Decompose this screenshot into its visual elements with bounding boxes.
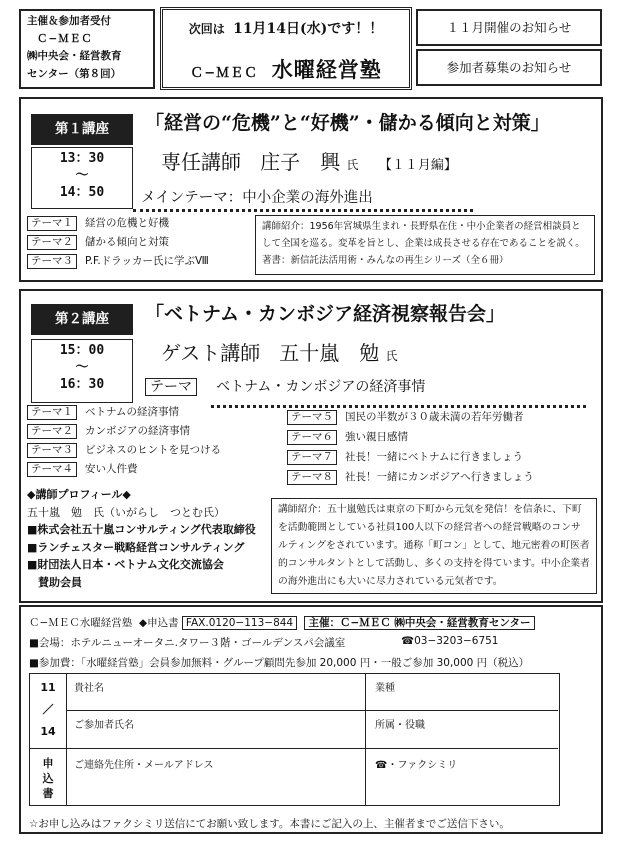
- fax-field[interactable]: [370, 771, 555, 801]
- participant-field[interactable]: [70, 729, 360, 745]
- theme-label: テーマ: [145, 378, 197, 396]
- profile-line: ■株式会社五十嵐コンサルティング代表取締役: [27, 523, 256, 536]
- theme-row: [287, 470, 534, 485]
- theme-tag: テーマ３: [27, 254, 77, 269]
- theme-row: [27, 216, 169, 231]
- title-small: Ｃ−ＭＥＣ: [190, 66, 259, 81]
- date-top: 11: [40, 681, 56, 694]
- time-separator: 〜: [75, 168, 89, 183]
- fax-label: ☎・ファクシミリ: [375, 760, 458, 771]
- lecturer-role: 専任講師: [161, 150, 241, 174]
- time-start: 13：30: [59, 151, 105, 166]
- theme-text: カンボジアの経済事情: [85, 425, 190, 437]
- next-date-line: [163, 18, 409, 38]
- form-grid: [29, 673, 560, 806]
- grid-divider: [66, 674, 67, 805]
- profile-title: ◆講師プロフィール◆: [27, 488, 131, 501]
- theme-text: ベトナムの経済事情: [85, 406, 179, 418]
- theme-row: [27, 235, 169, 250]
- apply-label: ◆申込書: [139, 617, 179, 629]
- time-end: 14：50: [59, 185, 105, 200]
- contact-field[interactable]: [70, 771, 360, 801]
- next-prefix: 次回は: [188, 22, 225, 36]
- session-2-lecturer: [161, 337, 398, 366]
- theme-tag: テーマ２: [27, 424, 77, 439]
- session-1-time: [31, 147, 133, 209]
- profile-line: 五十嵐 勉 氏（いがらし つとむ氏）: [27, 505, 225, 519]
- theme-text: 強い親日感情: [345, 431, 408, 443]
- time-end: 16：30: [59, 377, 105, 392]
- theme-tag: テーマ８: [287, 470, 337, 485]
- session-1: [19, 97, 603, 282]
- theme-text: 儲かる傾向と対策: [85, 236, 169, 248]
- organizer-line: ㈱中央会・経営教育: [27, 50, 122, 62]
- title-box: [160, 7, 412, 90]
- lecturer-suffix: 氏: [385, 349, 398, 363]
- company-field[interactable]: [70, 692, 360, 708]
- time-separator: 〜: [75, 360, 89, 375]
- theme-tag: テーマ６: [287, 430, 337, 445]
- date-sep: ／: [42, 703, 54, 716]
- notice-recruit: 参加者募集のお知らせ: [416, 49, 602, 86]
- edition: 【１１月編】: [378, 158, 457, 173]
- form-organizer: 主催：Ｃ−ＭＥＣ ㈱中央会・経営教育センター: [304, 616, 534, 630]
- session-1-main-theme: メインテーマ：中小企業の海外進出: [141, 190, 373, 206]
- theme-row: [27, 443, 221, 458]
- grid-divider: [30, 748, 558, 749]
- session-1-label: 第１講座: [31, 114, 133, 145]
- participant-label: ご参加者氏名: [74, 720, 134, 731]
- side-char: 申: [42, 757, 54, 770]
- theme-tag: テーマ１: [27, 405, 77, 420]
- form-side-label: [30, 756, 66, 801]
- fax-number: FAX.0120−113−844: [182, 616, 297, 630]
- organizer-line: Ｃ−ＭＥＣ: [37, 32, 93, 45]
- organizer-box: [19, 9, 155, 89]
- theme-text: P.F.ドラッカー氏に学ぶⅧ: [85, 255, 209, 267]
- industry-label: 業種: [375, 683, 395, 694]
- theme-row: [287, 410, 524, 425]
- theme-tag: テーマ５: [287, 410, 337, 425]
- dotted-divider: [211, 405, 586, 408]
- session-2-time: [31, 339, 133, 403]
- form-footer: ☆お申し込みはファクシミリ送信にてお願い致します。本書にご記入の上、主催者までご送信下さい。: [29, 818, 510, 830]
- profile-line: ■ランチェスター戦略経営コンサルティング: [27, 540, 245, 554]
- lecturer-profile: [27, 486, 256, 591]
- session-1-heading: 「経営の“危機”と“好機”・儲かる傾向と対策」: [145, 112, 550, 134]
- venue: ■会場：ホテルニューオータニ.タワー３階・ゴールデンスパ会議室: [29, 637, 346, 649]
- theme-text: 社長！一緒にカンボジアへ行きましょう: [345, 471, 534, 483]
- form-date: [30, 677, 66, 743]
- session-2-label: 第２講座: [31, 304, 133, 335]
- title-large: 水曜経営塾: [271, 58, 382, 82]
- theme-row: [27, 462, 138, 477]
- theme-tag: テーマ３: [27, 443, 77, 458]
- profile-line: 賛助会員: [27, 575, 82, 589]
- theme-text: 国民の半数が３０歳未満の若年労働者: [345, 411, 524, 423]
- notice-november: １１月開催のお知らせ: [416, 9, 602, 46]
- grid-divider: [66, 710, 558, 711]
- theme-row: [27, 405, 179, 420]
- phone: ☎03−3203−6751: [401, 635, 499, 647]
- lecturer-role: ゲスト講師: [161, 341, 261, 365]
- session-2-bio: 講師紹介：五十嵐勉氏は東京の下町から元気を発信！を信条に、下町を活動範囲としている社員100人以下の経営者への経営戦略のコンサルティングをされています。通称「町コン」として、地元密着の町医者的コンサルタントとして活動し、多くの支持を得ています。中小企業者の海外進出にも大いに尽力されている元気者です。: [271, 498, 597, 594]
- application-form: [19, 605, 603, 834]
- lecturer-name: 庄子 興: [260, 150, 341, 174]
- contact-label: ご連絡先住所・メールアドレス: [74, 760, 214, 771]
- side-char: 書: [42, 787, 54, 800]
- profile-line: ■財団法人日本・ベトナム文化交流協会: [27, 558, 224, 571]
- theme-row: [287, 450, 523, 465]
- session-2: [19, 289, 603, 603]
- theme-row: [27, 254, 209, 269]
- lecturer-suffix: 氏: [346, 158, 359, 172]
- industry-field[interactable]: [370, 692, 555, 708]
- theme-text: 社長！一緒にベトナムに行きましょう: [345, 451, 523, 463]
- theme-tag: テーマ４: [27, 462, 77, 477]
- theme-text: ベトナム・カンボジアの経済事情: [216, 379, 426, 395]
- lecturer-name: 五十嵐 勉: [279, 341, 380, 365]
- fee: ■参加費：「水曜経営塾」会員参加無料・グループ顧問先参加 20,000 円・一般ご参加 30,000 円（税込）: [29, 657, 530, 669]
- company-label: 貴社名: [74, 683, 104, 694]
- page-title: [163, 54, 409, 84]
- theme-tag: テーマ２: [27, 235, 77, 250]
- theme-tag: テーマ１: [27, 216, 77, 231]
- session-1-bio: 講師紹介：1956年宮城県生まれ・長野県在住・中小企業者の経営相談員として全国を巡る。変革を旨とし、企業は成長させる存在であることを説く。著書：新信託法活用術・みんなの再生シリーズ（全６冊）: [255, 215, 595, 275]
- dotted-divider: [133, 209, 473, 212]
- theme-text: 経営の危機と好機: [85, 217, 169, 229]
- session-2-heading: 「ベトナム・カンボジア経済視察報告会」: [145, 303, 506, 325]
- organizer-line: 主催＆参加者受付: [27, 15, 111, 27]
- form-name: Ｃ−ＭＥＣ水曜経営塾: [29, 617, 133, 629]
- theme-text: 安い人件費: [85, 463, 138, 475]
- organizer-line: センター（第８回）: [27, 67, 122, 80]
- next-date: 11月14日(水)です！！: [233, 21, 384, 37]
- theme-row: [287, 430, 408, 445]
- grid-divider: [365, 674, 366, 805]
- session-1-lecturer: [161, 146, 457, 175]
- side-char: 込: [42, 772, 54, 785]
- time-start: 15：00: [59, 343, 105, 358]
- date-bottom: 14: [40, 725, 56, 738]
- position-label: 所属・役職: [375, 720, 425, 731]
- position-field[interactable]: [370, 729, 555, 745]
- theme-text: ビジネスのヒントを見つける: [85, 444, 222, 456]
- theme-row: [27, 424, 190, 439]
- theme-tag: テーマ７: [287, 450, 337, 465]
- session-2-theme: [145, 376, 425, 397]
- form-header: [29, 615, 535, 630]
